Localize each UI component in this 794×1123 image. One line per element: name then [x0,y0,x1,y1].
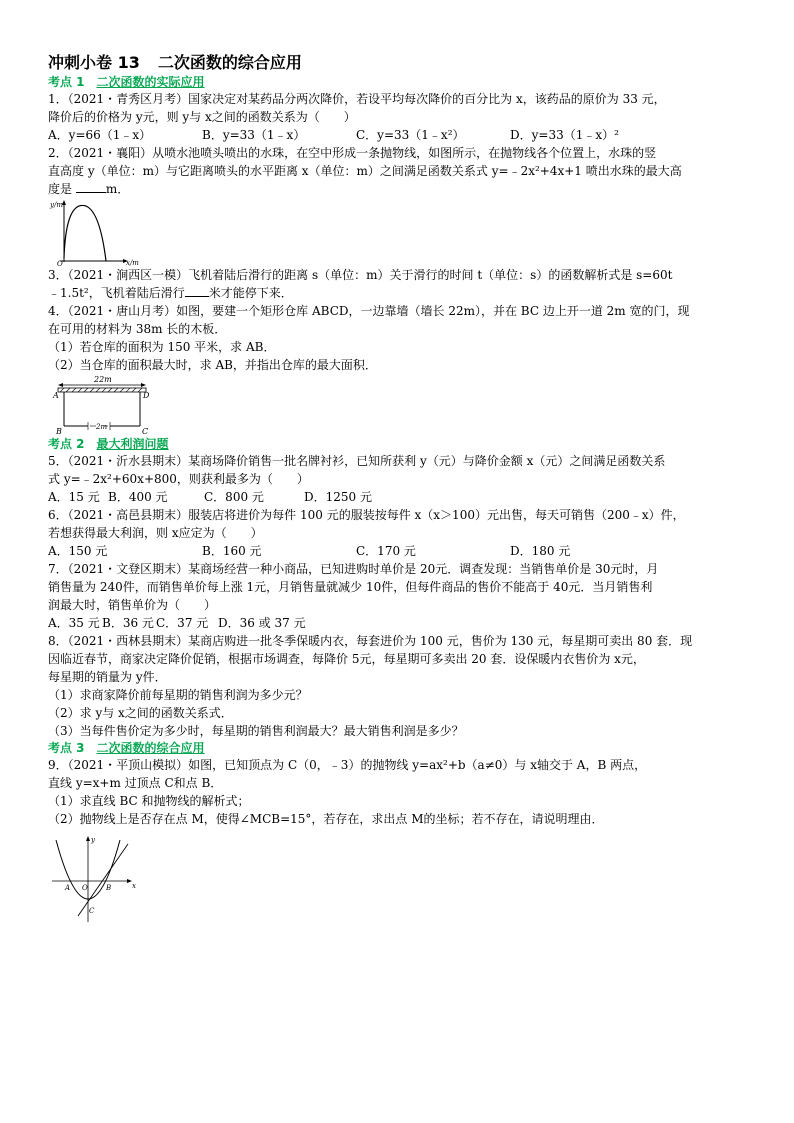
option-c: C．37 元 [156,616,209,630]
question-text: 8．（2021・西林县期末）某商店购进一批冬季保暖内衣，每套进价为 100 元，售价为 130 元，每星期可卖出 80 套．现 [48,634,693,648]
option-a: A．15 元 [48,490,100,504]
question-text: 4．（2021・唐山月考）如图，要建一个矩形仓库 ABCD，一边靠墙（墙长 22m），并在 BC 边上开一道 2m 宽的门，现 [48,304,690,318]
origin-label: O [82,884,88,892]
option-b: B．400 元 [108,490,168,504]
point-a-label: A [65,884,71,892]
sub-question-3: （3）当每件售价定为多少时，每星期的销售利润最大？最大销售利润是多少？ [48,724,464,738]
option-a: A．150 元 [48,544,108,558]
question-text: ﹣1.5t²，飞机着陆后滑行 米才能停下来． [48,286,293,300]
question-text: 销售量为 240件，而销售单价每上涨 1元，月销售量就减少 10件，但每件商品的售价不能高于 40元．当月销售利 [48,580,653,594]
option-c: C．170 元 [356,544,416,558]
point-b-label: B [106,884,112,892]
question-text: 因临近春节，商家决定降价促销，根据市场调查，每降价 5元，每星期可多卖出 20 套．设保暖内衣售价为 x元， [48,652,645,666]
question-text: 5．（2021・沂水县期末）某商场降价销售一批名牌衬衫，已知所获利 y（元）与降价金额 x（元）之间满足函数关系 [48,454,666,468]
worksheet-page [48,52,760,924]
section-title: 二次函数的实际应用 [96,75,205,89]
option-d: D．36 或 37 元 [218,616,306,630]
answer-blank [76,180,106,193]
section-heading-3 [48,740,760,756]
option-a: A．35 元 [48,616,100,630]
section-label: 考点 2 [48,437,85,451]
warehouse-figure [48,374,760,436]
sub-question-1: （1）求商家降价前每星期的销售利润为多少元？ [48,688,308,702]
option-d: D．y=33（1﹣x）² [510,128,619,142]
question-text: 3．（2021・涧西区一模）飞机着陆后滑行的距离 s（单位：m）关于滑行的时间 t（单位：s）的函数解析式是 s=60t [48,268,673,282]
option-a: A．y=66（1﹣x） [48,128,152,142]
point-c-label: C [89,907,95,915]
question-text: 直线 y=x+m 过顶点 C和点 B． [48,776,223,790]
origin-label: O [57,260,63,266]
question-text: 每星期的销量为 y件． [48,670,167,684]
parabola-figure [48,834,760,924]
options-row [48,614,760,632]
question-1 [48,90,760,144]
question-text: 式 y=﹣2x²+60x+800，则获利最多为（ ） [48,472,309,486]
title-part2: 二次函数的综合应用 [157,53,302,72]
question-text: 若想获得最大利润，则 x应定为（ ） [48,526,263,540]
section-heading-1 [48,74,760,90]
question-5 [48,452,760,506]
sub-question-2: （2）抛物线上是否存在点 M，使得∠MCB=15°，若存在，求出点 M的坐标；若不存在，请说明理由． [48,812,604,826]
question-text: 直高度 y（单位：m）与它距离喷头的水平距离 x（单位：m）之间满足函数关系式 y=﹣2x²+4x+1 喷出水珠的最大高 [48,164,682,178]
section-heading-2 [48,436,760,452]
question-text: 在可用的材料为 38m 长的木板． [48,322,227,336]
option-d: D．180 元 [510,544,571,558]
y-axis-label: y/m [50,201,63,209]
x-axis-label: x [132,882,136,890]
answer-blank [185,284,209,297]
door-width-label: 2m [96,423,108,431]
wall-length-label: 22m [94,375,112,384]
question-text: 度是 m． [48,182,130,196]
section-label: 考点 1 [48,75,85,89]
y-axis-label: y [91,836,95,844]
options-row [48,126,760,144]
point-c-label: C [142,427,149,436]
title-part1: 冲刺小卷 13 [48,53,140,72]
section-title: 最大利润问题 [96,437,169,451]
sub-question-2: （2）当仓库的面积最大时，求 AB，并指出仓库的最大面积． [48,358,377,372]
section-label: 考点 3 [48,741,85,755]
question-text: 6．（2021・高邑县期末）服装店将进价为每件 100 元的服装按每件 x（x＞100）元出售，每天可销售（200﹣x）件， [48,508,685,522]
sub-question-1: （1）若仓库的面积为 150 平米，求 AB． [48,340,276,354]
question-8 [48,632,760,740]
question-text: 1．（2021・青秀区月考）国家决定对某药品分两次降价，若设平均每次降价的百分比为 x，该药品的原价为 33 元， [48,92,666,106]
options-row [48,542,760,560]
question-text: 2．（2021・襄阳）从喷水池喷头喷出的水珠，在空中形成一条抛物线，如图所示，在抛物线各个位置上，水珠的竖 [48,146,657,160]
option-d: D．1250 元 [304,490,372,504]
question-text: 9．（2021・平顶山模拟）如图，已知顶点为 C（0，﹣3）的抛物线 y=ax²+b（a≠0）与 x轴交于 A，B 两点， [48,758,647,772]
question-6 [48,506,760,560]
question-text: 降价后的价格为 y元，则 y与 x之间的函数关系为（ ） [48,110,356,124]
options-row [48,488,760,506]
option-b: B．160 元 [202,544,262,558]
option-c: C．800 元 [204,490,264,504]
question-3 [48,266,760,302]
question-text: 7．（2021・文登区期末）某商场经营一种小商品，已知进购时单价是 20元．调查发现：当销售单价是 30元时，月 [48,562,659,576]
sub-question-1: （1）求直线 BC 和抛物线的解析式； [48,794,250,808]
point-d-label: D [143,391,150,400]
x-axis-label: x/m [126,259,139,266]
question-4 [48,302,760,436]
question-text: 润最大时，销售单价为（ ） [48,598,217,612]
section-title: 二次函数的综合应用 [96,741,205,755]
question-9 [48,756,760,924]
option-c: C．y=33（1﹣x²） [356,128,465,142]
question-7 [48,560,760,632]
option-b: B．36 元 [102,616,154,630]
option-b: B．y=33（1﹣x） [202,128,306,142]
point-a-label: A [53,391,59,400]
page-title [48,52,760,74]
point-b-label: B [56,427,62,436]
fountain-figure [48,198,760,266]
sub-question-2: （2）求 y与 x之间的函数关系式． [48,706,233,720]
question-2 [48,144,760,266]
